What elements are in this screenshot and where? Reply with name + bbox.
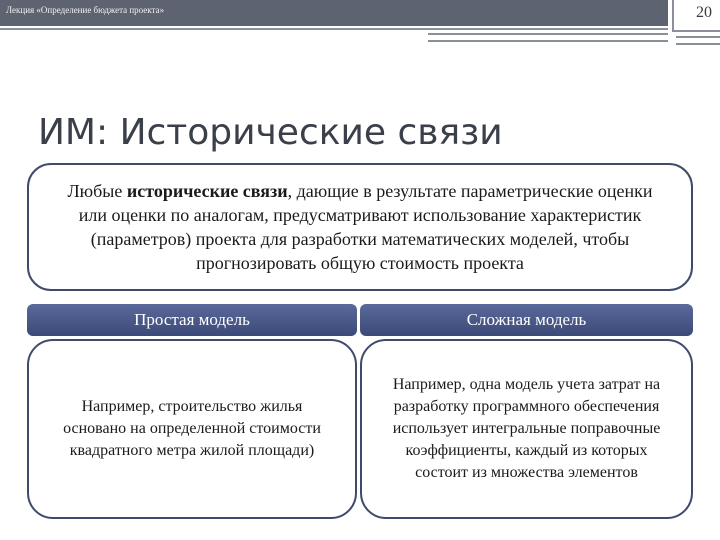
lecture-title: Лекция «Определение бюджета проекта»: [6, 5, 165, 15]
header-divider: [0, 28, 668, 30]
definition-suffix: , дающие в результате параметрические оценки или оценки по аналогам, предусматривают использование характеристик (параметров) проекта для разработки математических моделей, чтобы прогнозировать общую стоимость проекта: [78, 181, 653, 273]
page-divider: [676, 43, 720, 45]
complex-model-label: Сложная модель: [360, 304, 693, 336]
simple-model-example: Например, строительство жилья основано на определенной стоимости квадратного метра жилой площади): [63, 398, 321, 459]
page-divider: [676, 36, 720, 38]
header-bar: [0, 0, 668, 26]
header-divider: [428, 33, 668, 35]
slide-title: ИМ: Исторические связи: [38, 112, 503, 153]
page-number-box: [672, 0, 720, 32]
definition-text: [53, 179, 667, 275]
simple-model-card: [27, 339, 357, 519]
page-number: 20: [696, 4, 712, 21]
complex-model-example: Например, одна модель учета затрат на разработку программного обеспечения использует интегральные поправочные коэффициенты, каждый из которых состоит из множества элементов: [392, 376, 661, 481]
header-divider: [428, 40, 668, 42]
definition-prefix: Любые: [67, 181, 127, 201]
definition-box: [27, 163, 693, 291]
definition-emphasis: исторические связи: [126, 181, 288, 201]
complex-model-card: [360, 339, 693, 519]
simple-model-label: Простая модель: [27, 304, 357, 336]
